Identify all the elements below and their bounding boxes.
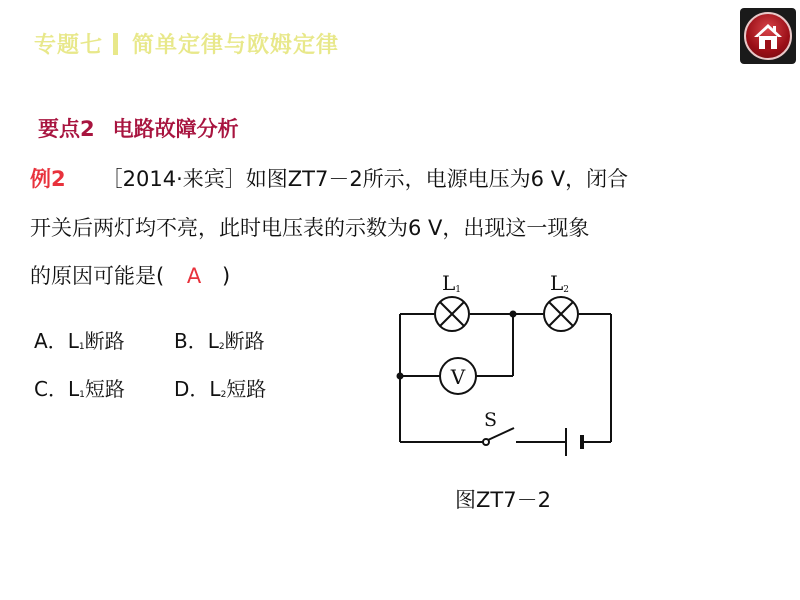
home-button[interactable] [740,8,796,64]
question-text-3-suffix: ) [221,264,231,288]
junction-dot [510,311,517,318]
lamp-l1-icon [435,297,469,331]
option-c[interactable]: C．$L_1$短路 [34,377,125,401]
example-label: 例2 [30,167,66,191]
header-separator [113,33,118,55]
answer-text: A [186,264,202,288]
question-text-3-prefix: 的原因可能是( [30,264,165,288]
header-topic: 专题七 [34,33,104,58]
home-icon [752,21,784,51]
question-line-2 [30,212,589,242]
switch-icon [483,439,489,445]
header-subtitle: 简单定律与欧姆定律 [132,33,340,58]
circuit-diagram [380,258,620,468]
home-icon-circle [744,12,792,60]
lamp-l1-label: L1 [442,271,462,295]
option-a[interactable]: A．$L_1$断路 [34,329,125,353]
battery-icon [566,428,582,456]
lamp-l2-label: L2 [550,271,570,295]
voltmeter-label: V [450,365,466,389]
option-b[interactable]: B．$L_2$断路 [174,329,265,353]
switch-label: S [484,409,498,431]
circuit-wires [400,314,611,442]
figure-caption: 图ZT7－2 [455,488,551,512]
question-text-2: 开关后两灯均不亮，此时电压表的示数为6 V，出现这一现象 [30,216,590,240]
question-text-1: ［2014·来宾］如图ZT7－2所示，电源电压为6 V，闭合 [101,167,629,191]
section-heading [38,113,239,143]
junction-dot [397,373,404,380]
voltmeter-icon [440,358,476,394]
section-title: 电路故障分析 [112,117,239,141]
options-row-1 [34,325,314,354]
options-row-2 [34,373,314,402]
lamp-l2-icon [544,297,578,331]
option-d[interactable]: D．$L_2$短路 [174,377,267,401]
question-line-1 [30,163,628,193]
question-line-3 [30,260,230,290]
header-title [34,28,339,59]
section-label: 要点2 [38,117,95,141]
